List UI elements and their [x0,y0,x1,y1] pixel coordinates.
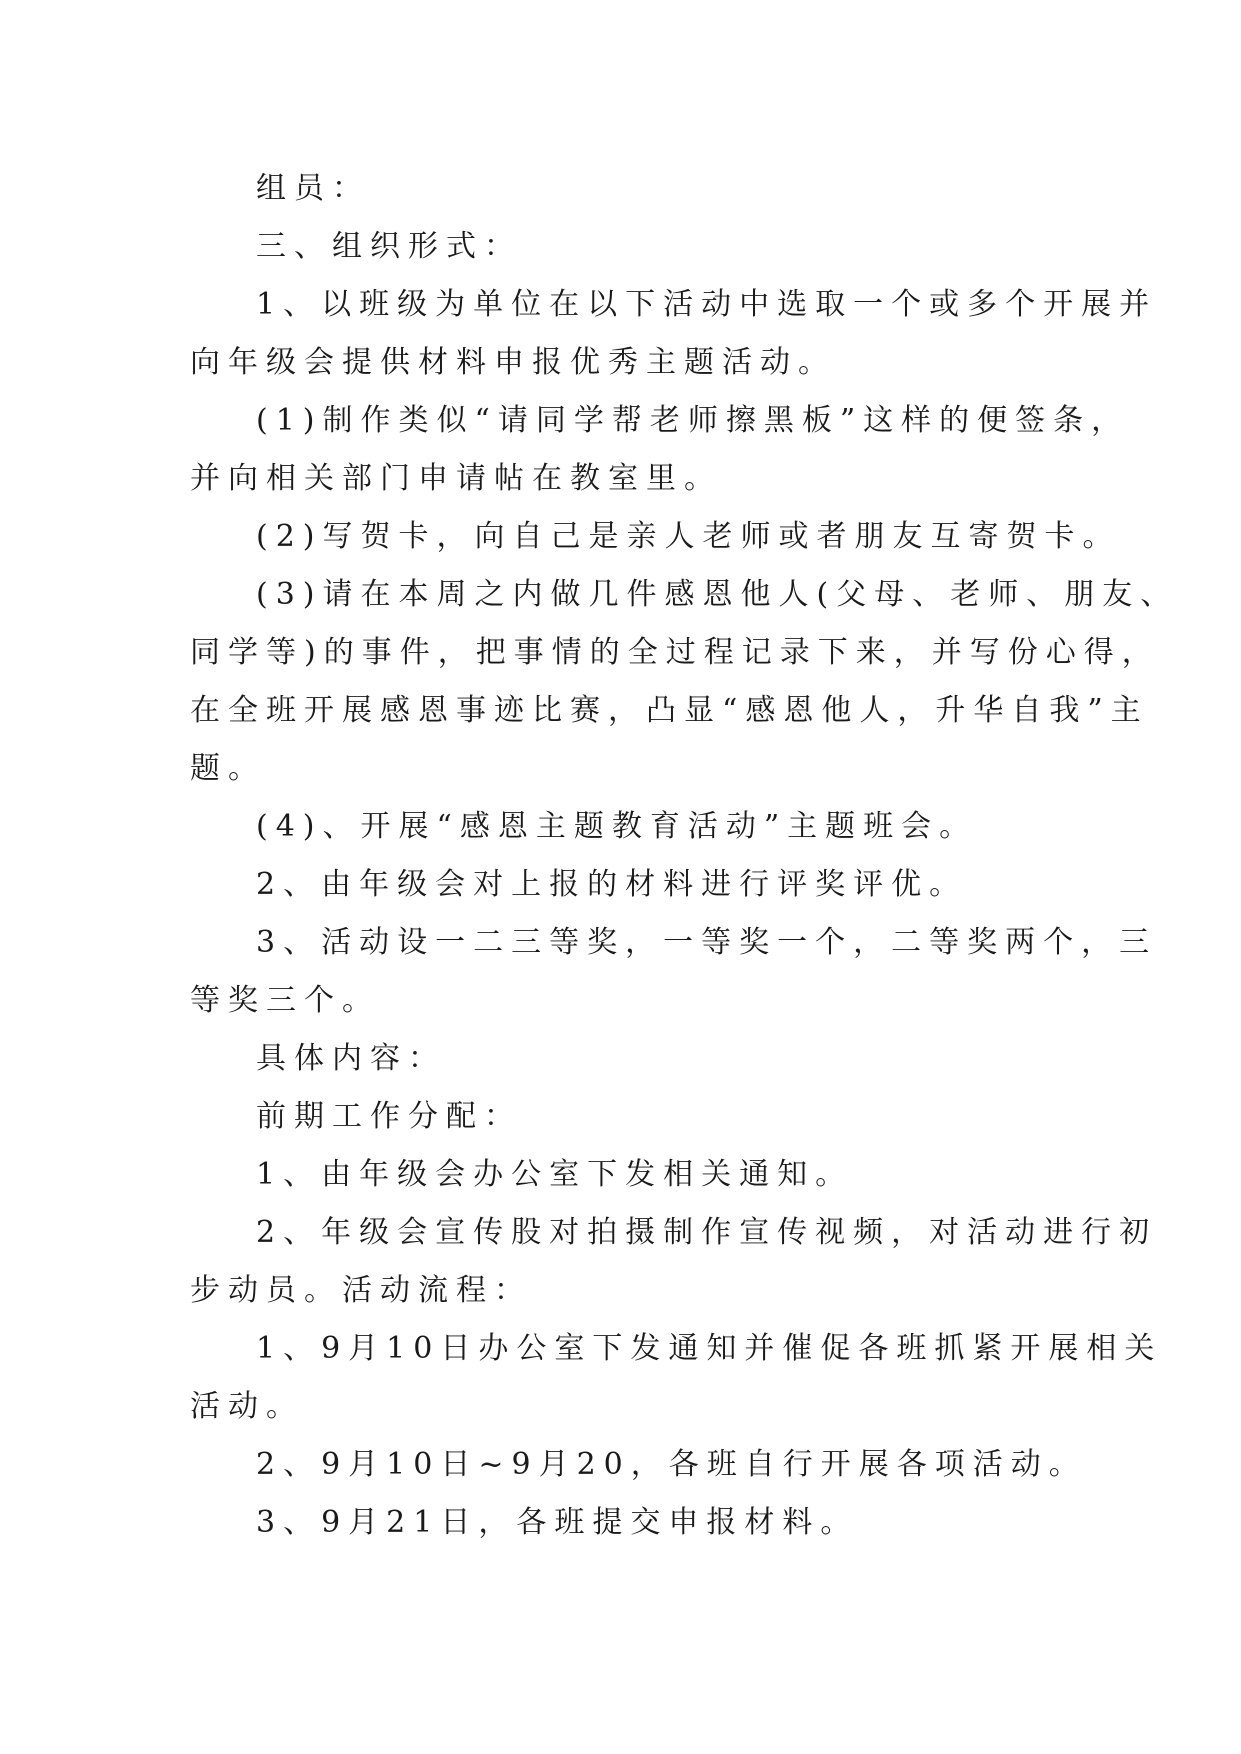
paragraph-flow-item-2 [190,1436,1087,1494]
paragraph-subitem-1 [190,392,1130,508]
paragraph-line: (3)请在本周之内做几件感恩他人(父母、老师、朋友、 [256,577,1179,612]
paragraph-line: (2)写贺卡，向自己是亲人老师或者朋友互寄贺卡。 [256,519,1121,554]
paragraph-item-1 [190,276,1158,392]
paragraph-flow-item-1 [190,1320,1163,1436]
paragraph-line: 1、9月10日办公室下发通知并催促各班抓紧开展相关 [256,1331,1163,1366]
paragraph-section-three-heading [190,218,1060,276]
paragraph-line: 2、年级会宣传股对拍摄制作宣传视频，对活动进行初 [256,1215,1158,1250]
paragraph-line: 3、活动设一二三等奖，一等奖一个，二等奖两个，三 [256,925,1158,960]
paragraph-line: 前期工作分配： [256,1099,522,1134]
paragraph-line: 并向相关部门申请帖在教室里。 [190,461,722,496]
paragraph-line: 2、由年级会对上报的材料进行评奖评优。 [256,867,968,902]
paragraph-work-item-1 [190,1146,1060,1204]
document-page [190,160,1179,1552]
paragraph-subitem-3 [190,566,1179,798]
paragraph-line: (4)、开展“感恩主题教育活动”主题班会。 [256,809,978,844]
paragraph-line: 向年级会提供材料申报优秀主题活动。 [190,345,836,380]
paragraph-line: 1、以班级为单位在以下活动中选取一个或多个开展并 [256,287,1158,322]
paragraph-line: 1、由年级会办公室下发相关通知。 [256,1157,854,1192]
paragraph-line: 2、9月10日~9月20，各班自行开展各项活动。 [256,1447,1087,1482]
paragraph-specific-content [190,1030,1060,1088]
paragraph-line: 活动。 [190,1389,304,1424]
paragraph-line: 题。 [190,751,266,786]
paragraph-preliminary-work [190,1088,1060,1146]
paragraph-line: 三、组织形式： [256,229,522,264]
paragraph-subitem-2 [190,508,1121,566]
paragraph-line: 组员： [256,171,370,206]
paragraph-subitem-4 [190,798,1060,856]
paragraph-flow-item-3 [190,1494,1060,1552]
paragraph-line: 等奖三个。 [190,983,380,1018]
paragraph-item-3 [190,914,1158,1030]
paragraph-members [190,160,1060,218]
paragraph-line: (1)制作类似“请同学帮老师擦黑板”这样的便签条， [256,403,1130,438]
paragraph-line: 在全班开展感恩事迹比赛，凸显“感恩他人，升华自我”主 [190,693,1149,728]
paragraph-line: 3、9月21日，各班提交申报材料。 [256,1505,859,1540]
paragraph-item-2 [190,856,1060,914]
paragraph-line: 同学等)的事件，把事情的全过程记录下来，并写份心得， [190,635,1160,670]
paragraph-work-item-2 [190,1204,1158,1320]
paragraph-line: 具体内容： [256,1041,446,1076]
paragraph-line: 步动员。活动流程： [190,1273,532,1308]
